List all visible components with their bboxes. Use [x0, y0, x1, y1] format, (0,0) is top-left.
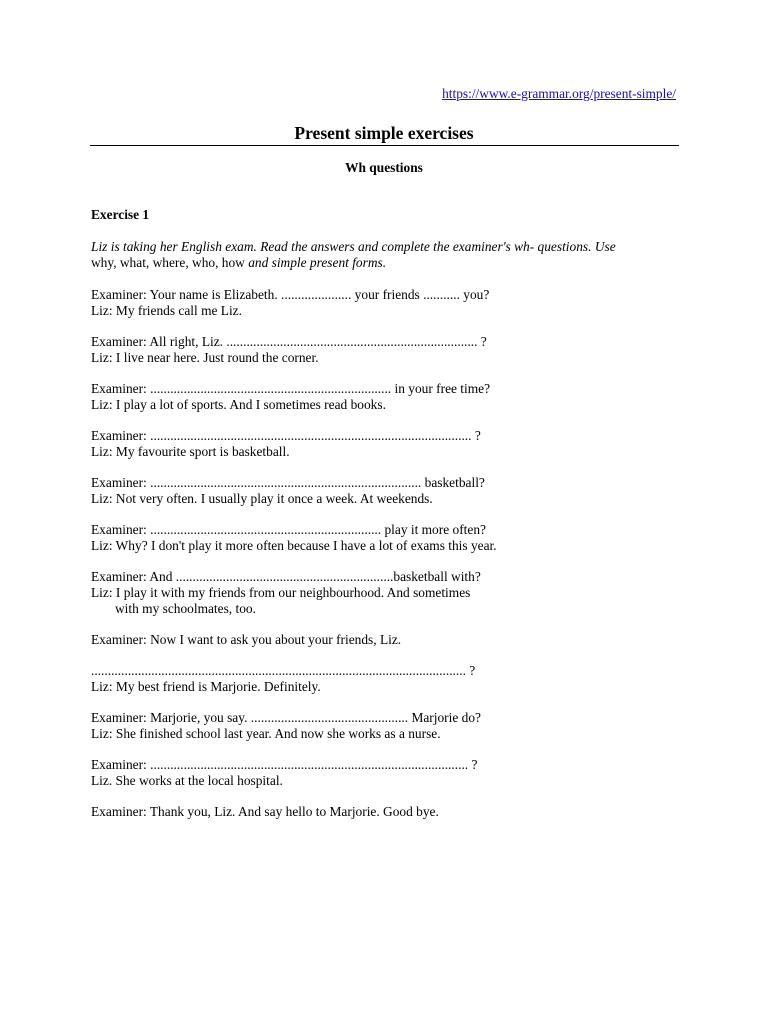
dialogue-pair	[91, 381, 691, 413]
instruction-words: why, what, where, who, how	[91, 255, 245, 270]
liz-answer: Liz: Why? I don't play it more often because I have a lot of exams this year.	[91, 538, 497, 553]
liz-answer: Liz: My best friend is Marjorie. Definitely.	[91, 679, 321, 694]
liz-answer-continued: with my schoolmates, too.	[115, 601, 256, 616]
dialogue-pair	[91, 757, 691, 789]
liz-answer: Liz: I play it with my friends from our neighbourhood. And sometimes	[91, 585, 471, 600]
page-subtitle: Wh questions	[345, 160, 423, 175]
examiner-question: Examiner: ........................................................................ in your free time?	[91, 381, 491, 396]
examiner-question: Examiner: ..................................................................... play it more often?	[91, 522, 486, 537]
dialogue-pair	[91, 710, 691, 742]
liz-answer: Liz: I live near here. Just round the corner.	[91, 350, 319, 365]
examiner-question: Examiner: ................................................................................. basketball?	[91, 475, 485, 490]
page-title: Present simple exercises	[294, 123, 474, 143]
liz-answer: Liz. She works at the local hospital.	[91, 773, 283, 788]
dialogue-line	[91, 632, 691, 648]
liz-answer: Liz: My favourite sport is basketball.	[91, 444, 290, 459]
instruction-text-end: and simple present forms.	[244, 255, 387, 270]
dialogue-pair	[91, 522, 691, 554]
exercise-heading: Exercise 1	[91, 207, 150, 222]
liz-answer: Liz: She finished school last year. And now she works as a nurse.	[91, 726, 441, 741]
examiner-question: ................................................................................................................ ?	[91, 663, 476, 678]
examiner-question: Examiner: All right, Liz. ........................................................................... ?	[91, 334, 487, 349]
dialogue-pair	[91, 334, 691, 366]
dialogue-line	[91, 804, 691, 820]
examiner-statement: Examiner: Now I want to ask you about your friends, Liz.	[91, 632, 402, 647]
dialogue-pair	[91, 663, 691, 695]
title-divider	[90, 145, 679, 146]
exercise-instructions	[91, 239, 691, 271]
dialogue-pair	[91, 569, 691, 617]
examiner-statement: Examiner: Thank you, Liz. And say hello to Marjorie. Good bye.	[91, 804, 439, 819]
source-link[interactable]: https://www.e-grammar.org/present-simple/	[442, 86, 676, 101]
examiner-question: Examiner: Your name is Elizabeth. ..................... your friends ........... you?	[91, 287, 490, 302]
examiner-question: Examiner: Marjorie, you say. ............................................... Marjorie do?	[91, 710, 481, 725]
liz-answer: Liz: Not very often. I usually play it once a week. At weekends.	[91, 491, 433, 506]
examiner-question: Examiner: And .................................................................basketball with?	[91, 569, 481, 584]
liz-answer: Liz: I play a lot of sports. And I sometimes read books.	[91, 397, 386, 412]
examiner-question: Examiner: ................................................................................................ ?	[91, 428, 481, 443]
dialogue-pair	[91, 287, 691, 319]
examiner-question: Examiner: ............................................................................................... ?	[91, 757, 478, 772]
liz-answer: Liz: My friends call me Liz.	[91, 303, 242, 318]
dialogue-pair	[91, 428, 691, 460]
dialogue-pair	[91, 475, 691, 507]
instruction-text: Liz is taking her English exam. Read the answers and complete the examiner's wh- questions. Use	[91, 239, 616, 254]
exercise-content	[91, 207, 691, 835]
